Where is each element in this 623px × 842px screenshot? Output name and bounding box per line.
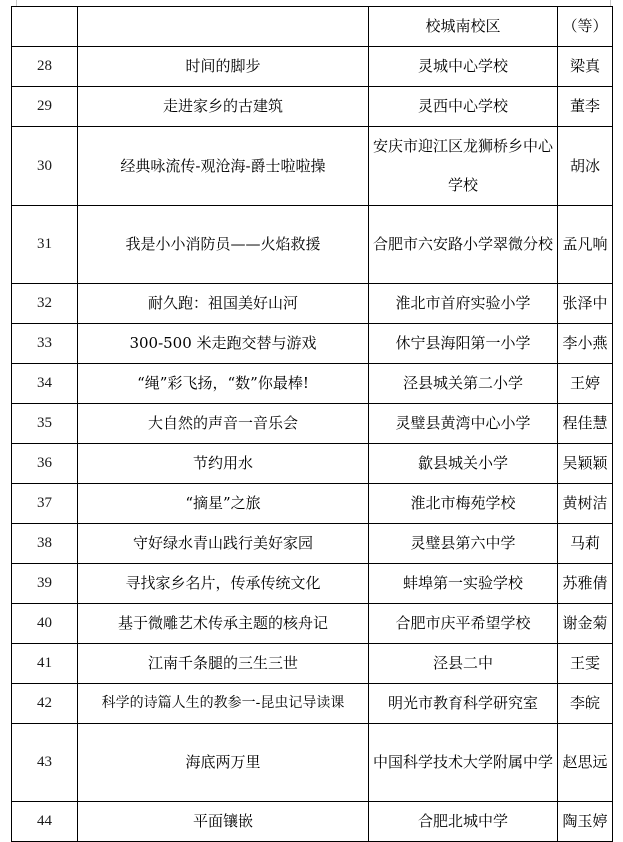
teacher-name-cell: 李小燕: [558, 324, 613, 364]
table-row: [12, 724, 613, 802]
row-number-cell: 35: [12, 404, 78, 444]
school-cell: 校城南校区: [369, 7, 558, 47]
school-cell: 合肥市庆平希望学校: [369, 604, 558, 644]
course-title-cell: 平面镶嵌: [78, 802, 369, 842]
table-row: [12, 324, 613, 364]
course-title-cell: 经典咏流传-观沧海-爵士啦啦操: [78, 127, 369, 206]
row-number-cell: 29: [12, 87, 78, 127]
course-title-cell: 海底两万里: [78, 724, 369, 802]
teacher-name-cell: 黄树洁: [558, 484, 613, 524]
school-cell: 明光市教育科学研究室: [369, 684, 558, 724]
school-cell: 合肥北城中学: [369, 802, 558, 842]
teacher-name-cell: 苏雅倩: [558, 564, 613, 604]
course-title-cell: 300-500 米走跑交替与游戏: [78, 324, 369, 364]
teacher-name-cell: 张泽中: [558, 284, 613, 324]
school-cell: 合肥市六安路小学翠微分校: [369, 206, 558, 284]
table-row: [12, 404, 613, 444]
course-title-cell: 时间的脚步: [78, 47, 369, 87]
row-number-cell: 39: [12, 564, 78, 604]
teacher-name-cell: 李皖: [558, 684, 613, 724]
awards-table: [11, 6, 613, 842]
row-number-cell: 44: [12, 802, 78, 842]
school-cell: 淮北市首府实验小学: [369, 284, 558, 324]
teacher-name-cell: 谢金菊: [558, 604, 613, 644]
teacher-name-cell: 马莉: [558, 524, 613, 564]
course-title-cell: 我是小小消防员——火焰救援: [78, 206, 369, 284]
course-title-cell: 科学的诗篇人生的教参一-昆虫记导读课: [78, 684, 369, 724]
row-number-cell: 32: [12, 284, 78, 324]
row-number-cell: 36: [12, 444, 78, 484]
table-row: [12, 684, 613, 724]
teacher-name-cell: 孟凡响: [558, 206, 613, 284]
school-cell: 灵城中心学校: [369, 47, 558, 87]
course-title-cell: 江南千条腿的三生三世: [78, 644, 369, 684]
teacher-name-cell: （等）: [558, 7, 613, 47]
teacher-name-cell: 梁真: [558, 47, 613, 87]
school-cell: 中国科学技术大学附属中学: [369, 724, 558, 802]
table-row: [12, 87, 613, 127]
table-row: [12, 802, 613, 842]
course-title-cell: 寻找家乡名片，传承传统文化: [78, 564, 369, 604]
row-number-cell: 38: [12, 524, 78, 564]
row-number-cell: 30: [12, 127, 78, 206]
school-cell: 休宁县海阳第一小学: [369, 324, 558, 364]
school-cell: 泾县二中: [369, 644, 558, 684]
table-row: [12, 524, 613, 564]
school-cell: 灵西中心学校: [369, 87, 558, 127]
teacher-name-cell: 吴颖颖: [558, 444, 613, 484]
teacher-name-cell: 王婷: [558, 364, 613, 404]
school-cell: 歙县城关小学: [369, 444, 558, 484]
teacher-name-cell: 陶玉婷: [558, 802, 613, 842]
table-row: [12, 47, 613, 87]
course-title-cell: “摘星”之旅: [78, 484, 369, 524]
table-row-continued: [12, 7, 613, 47]
course-title-cell: 节约用水: [78, 444, 369, 484]
teacher-name-cell: 程佳慧: [558, 404, 613, 444]
teacher-name-cell: 董李: [558, 87, 613, 127]
table-row: [12, 127, 613, 206]
course-title-cell: [78, 7, 369, 47]
school-cell: 泾县城关第二小学: [369, 364, 558, 404]
table-row: [12, 604, 613, 644]
row-number-cell: 42: [12, 684, 78, 724]
table-row: [12, 644, 613, 684]
row-number-cell: 33: [12, 324, 78, 364]
course-title-cell: 守好绿水青山践行美好家园: [78, 524, 369, 564]
table-row: [12, 564, 613, 604]
school-cell: 安庆市迎江区龙狮桥乡中心学校: [369, 127, 558, 206]
teacher-name-cell: 王雯: [558, 644, 613, 684]
course-title-cell: 耐久跑：祖国美好山河: [78, 284, 369, 324]
school-cell: 淮北市梅苑学校: [369, 484, 558, 524]
table-row: [12, 284, 613, 324]
row-number-cell: 31: [12, 206, 78, 284]
course-title-cell: “绳”彩飞扬，“数”你最棒!: [78, 364, 369, 404]
row-number-cell: 37: [12, 484, 78, 524]
row-number-cell: [12, 7, 78, 47]
table-row: [12, 364, 613, 404]
row-number-cell: 34: [12, 364, 78, 404]
table-row: [12, 484, 613, 524]
course-title-cell: 基于微雕艺术传承主题的核舟记: [78, 604, 369, 644]
teacher-name-cell: 胡冰: [558, 127, 613, 206]
row-number-cell: 41: [12, 644, 78, 684]
row-number-cell: 28: [12, 47, 78, 87]
row-number-cell: 43: [12, 724, 78, 802]
teacher-name-cell: 赵思远: [558, 724, 613, 802]
school-cell: 蚌埠第一实验学校: [369, 564, 558, 604]
course-title-cell: 走进家乡的古建筑: [78, 87, 369, 127]
table-row: [12, 206, 613, 284]
school-cell: 灵璧县黄湾中心小学: [369, 404, 558, 444]
course-title-cell: 大自然的声音一音乐会: [78, 404, 369, 444]
table-row: [12, 444, 613, 484]
school-cell: 灵璧县第六中学: [369, 524, 558, 564]
row-number-cell: 40: [12, 604, 78, 644]
